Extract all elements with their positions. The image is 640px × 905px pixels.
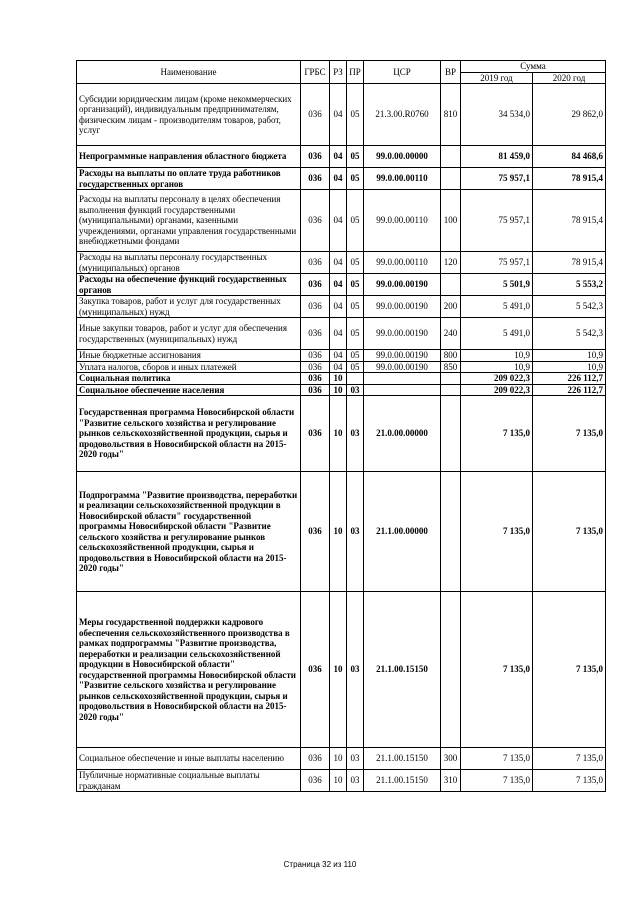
cell-s2020: 226 112,7 bbox=[533, 373, 606, 385]
cell-vr bbox=[441, 384, 461, 396]
cell-csr: 21.1.00.15150 bbox=[364, 592, 441, 748]
cell-pr: 05 bbox=[347, 350, 364, 362]
cell-pr: 05 bbox=[347, 361, 364, 373]
table-row bbox=[77, 373, 606, 385]
col-grbs-header: ГРБС bbox=[301, 61, 330, 84]
cell-s2020: 7 135,0 bbox=[533, 748, 606, 770]
cell-pr: 05 bbox=[347, 84, 364, 146]
cell-s2019: 7 135,0 bbox=[461, 592, 533, 748]
cell-grbs: 036 bbox=[301, 252, 330, 274]
cell-vr bbox=[441, 396, 461, 472]
cell-s2019: 81 459,0 bbox=[461, 146, 533, 168]
cell-pr: 03 bbox=[347, 384, 364, 396]
col-pr-header: ПР bbox=[347, 61, 364, 84]
cell-csr: 21.3.00.R0760 bbox=[364, 84, 441, 146]
cell-rz: 04 bbox=[330, 190, 347, 252]
cell-csr: 99.0.00.00110 bbox=[364, 168, 441, 190]
cell-s2020: 5 542,3 bbox=[533, 296, 606, 318]
cell-csr bbox=[364, 384, 441, 396]
cell-s2020: 78 915,4 bbox=[533, 252, 606, 274]
cell-vr: 810 bbox=[441, 84, 461, 146]
col-name-header: Наименование bbox=[77, 61, 301, 84]
table-row bbox=[77, 296, 606, 318]
cell-s2019: 10,9 bbox=[461, 361, 533, 373]
cell-pr: 05 bbox=[347, 318, 364, 350]
cell-s2019: 5 501,9 bbox=[461, 274, 533, 296]
cell-s2019: 5 491,0 bbox=[461, 296, 533, 318]
col-2020-header: 2020 год bbox=[533, 72, 606, 84]
table-row bbox=[77, 318, 606, 350]
cell-vr bbox=[441, 274, 461, 296]
cell-csr: 99.0.00.00000 bbox=[364, 146, 441, 168]
cell-vr: 120 bbox=[441, 252, 461, 274]
cell-vr bbox=[441, 146, 461, 168]
table-row bbox=[77, 190, 606, 252]
cell-grbs: 036 bbox=[301, 396, 330, 472]
cell-pr: 05 bbox=[347, 252, 364, 274]
table-header bbox=[77, 61, 606, 84]
cell-name: Публичные нормативные социальные выплаты гражданам bbox=[77, 770, 301, 792]
cell-grbs: 036 bbox=[301, 296, 330, 318]
cell-csr bbox=[364, 373, 441, 385]
cell-pr: 05 bbox=[347, 296, 364, 318]
cell-vr: 300 bbox=[441, 748, 461, 770]
cell-grbs: 036 bbox=[301, 318, 330, 350]
cell-grbs: 036 bbox=[301, 350, 330, 362]
cell-s2019: 75 957,1 bbox=[461, 252, 533, 274]
cell-vr bbox=[441, 373, 461, 385]
cell-s2019: 75 957,1 bbox=[461, 190, 533, 252]
cell-rz: 04 bbox=[330, 350, 347, 362]
cell-csr: 99.0.00.00190 bbox=[364, 296, 441, 318]
cell-csr: 99.0.00.00110 bbox=[364, 252, 441, 274]
cell-grbs: 036 bbox=[301, 770, 330, 792]
cell-grbs: 036 bbox=[301, 190, 330, 252]
cell-name: Субсидии юридическим лицам (кроме некоммерческих организаций), индивидуальным предпринимателям, физическим лицам - производителям товаров, работ, услуг bbox=[77, 84, 301, 146]
cell-name: Иные бюджетные ассигнования bbox=[77, 350, 301, 362]
cell-grbs: 036 bbox=[301, 274, 330, 296]
cell-rz: 04 bbox=[330, 318, 347, 350]
cell-name: Расходы на выплаты по оплате труда работников государственных органов bbox=[77, 168, 301, 190]
cell-grbs: 036 bbox=[301, 146, 330, 168]
table-row bbox=[77, 84, 606, 146]
cell-csr: 21.1.00.15150 bbox=[364, 770, 441, 792]
cell-s2020: 5 542,3 bbox=[533, 318, 606, 350]
cell-s2019: 5 491,0 bbox=[461, 318, 533, 350]
table-row bbox=[77, 396, 606, 472]
cell-s2019: 75 957,1 bbox=[461, 168, 533, 190]
cell-pr: 05 bbox=[347, 168, 364, 190]
col-rz-header: РЗ bbox=[330, 61, 347, 84]
cell-grbs: 036 bbox=[301, 748, 330, 770]
cell-s2019: 7 135,0 bbox=[461, 748, 533, 770]
cell-s2020: 29 862,0 bbox=[533, 84, 606, 146]
cell-s2020: 78 915,4 bbox=[533, 168, 606, 190]
cell-grbs: 036 bbox=[301, 84, 330, 146]
cell-s2020: 226 112,7 bbox=[533, 384, 606, 396]
table-row bbox=[77, 146, 606, 168]
cell-rz: 10 bbox=[330, 373, 347, 385]
table-row bbox=[77, 748, 606, 770]
cell-s2019: 34 534,0 bbox=[461, 84, 533, 146]
cell-vr: 310 bbox=[441, 770, 461, 792]
cell-rz: 04 bbox=[330, 146, 347, 168]
cell-s2020: 5 553,2 bbox=[533, 274, 606, 296]
col-vr-header: ВР bbox=[441, 61, 461, 84]
cell-s2019: 10,9 bbox=[461, 350, 533, 362]
cell-vr bbox=[441, 592, 461, 748]
cell-name: Социальное обеспечение и иные выплаты населению bbox=[77, 748, 301, 770]
cell-rz: 04 bbox=[330, 84, 347, 146]
cell-vr: 100 bbox=[441, 190, 461, 252]
cell-csr: 21.1.00.15150 bbox=[364, 748, 441, 770]
cell-name: Иные закупки товаров, работ и услуг для обеспечения государственных (муниципальных) нужд bbox=[77, 318, 301, 350]
col-sum-header: Сумма bbox=[461, 61, 606, 73]
col-csr-header: ЦСР bbox=[364, 61, 441, 84]
cell-rz: 10 bbox=[330, 472, 347, 592]
cell-name: Социальная политика bbox=[77, 373, 301, 385]
cell-name: Расходы на обеспечение функций государственных органов bbox=[77, 274, 301, 296]
cell-grbs: 036 bbox=[301, 168, 330, 190]
cell-name: Расходы на выплаты персоналу в целях обеспечения выполнения функций государственными (муниципальными) органами, казенными учреждениями, органами управления государственными внебюджетными фондами bbox=[77, 190, 301, 252]
cell-s2020: 84 468,6 bbox=[533, 146, 606, 168]
table-row bbox=[77, 252, 606, 274]
cell-pr bbox=[347, 373, 364, 385]
cell-rz: 10 bbox=[330, 748, 347, 770]
cell-csr: 99.0.00.00190 bbox=[364, 350, 441, 362]
cell-pr: 03 bbox=[347, 472, 364, 592]
cell-grbs: 036 bbox=[301, 373, 330, 385]
cell-s2020: 7 135,0 bbox=[533, 396, 606, 472]
cell-pr: 03 bbox=[347, 592, 364, 748]
cell-s2020: 78 915,4 bbox=[533, 190, 606, 252]
cell-vr: 850 bbox=[441, 361, 461, 373]
cell-s2020: 7 135,0 bbox=[533, 472, 606, 592]
cell-grbs: 036 bbox=[301, 361, 330, 373]
cell-pr: 05 bbox=[347, 146, 364, 168]
cell-name: Социальное обеспечение населения bbox=[77, 384, 301, 396]
cell-csr: 21.1.00.00000 bbox=[364, 472, 441, 592]
cell-name: Расходы на выплаты персоналу государственных (муниципальных) органов bbox=[77, 252, 301, 274]
cell-pr: 05 bbox=[347, 190, 364, 252]
table-row bbox=[77, 770, 606, 792]
cell-name: Непрограммные направления областного бюджета bbox=[77, 146, 301, 168]
cell-s2019: 7 135,0 bbox=[461, 396, 533, 472]
cell-grbs: 036 bbox=[301, 472, 330, 592]
cell-grbs: 036 bbox=[301, 384, 330, 396]
table-row bbox=[77, 350, 606, 362]
cell-s2020: 7 135,0 bbox=[533, 770, 606, 792]
cell-vr: 800 bbox=[441, 350, 461, 362]
cell-rz: 04 bbox=[330, 361, 347, 373]
cell-pr: 05 bbox=[347, 274, 364, 296]
cell-vr: 240 bbox=[441, 318, 461, 350]
cell-s2019: 209 022,3 bbox=[461, 384, 533, 396]
cell-s2019: 7 135,0 bbox=[461, 770, 533, 792]
cell-name: Меры государственной поддержки кадрового обеспечения сельскохозяйственного производства в рамках подпрограммы "Развитие производства, переработки и реализации сельскохозяйственной продукции в Новосибирской области" государственной программы Новосибирской области "Развитие сельского хозяйства и регулирование рынков сельскохозяйственной продукции, сырья и продовольствия в Новосибирской области на 2015-2020 годы" bbox=[77, 592, 301, 748]
cell-s2020: 7 135,0 bbox=[533, 592, 606, 748]
cell-rz: 04 bbox=[330, 168, 347, 190]
table-row bbox=[77, 472, 606, 592]
table-row bbox=[77, 361, 606, 373]
table-body bbox=[77, 84, 606, 792]
cell-name: Государственная программа Новосибирской области "Развитие сельского хозяйства и регулирование рынков сельскохозяйственной продукции, сырья и продовольствия в Новосибирской области на 2015-2020 годы" bbox=[77, 396, 301, 472]
cell-rz: 04 bbox=[330, 252, 347, 274]
cell-grbs: 036 bbox=[301, 592, 330, 748]
cell-csr: 99.0.00.00190 bbox=[364, 361, 441, 373]
page-number: Страница 32 из 110 bbox=[283, 860, 357, 869]
table-row bbox=[77, 592, 606, 748]
cell-rz: 10 bbox=[330, 384, 347, 396]
cell-name: Закупка товаров, работ и услуг для государственных (муниципальных) нужд bbox=[77, 296, 301, 318]
table-row bbox=[77, 168, 606, 190]
cell-vr bbox=[441, 168, 461, 190]
cell-csr: 99.0.00.00190 bbox=[364, 318, 441, 350]
cell-rz: 04 bbox=[330, 274, 347, 296]
cell-pr: 03 bbox=[347, 770, 364, 792]
cell-pr: 03 bbox=[347, 396, 364, 472]
cell-s2019: 7 135,0 bbox=[461, 472, 533, 592]
table-row bbox=[77, 384, 606, 396]
cell-vr bbox=[441, 472, 461, 592]
budget-table bbox=[76, 60, 606, 792]
cell-name: Подпрограмма "Развитие производства, переработки и реализации сельскохозяйственной продукции в Новосибирской области" государственной программы Новосибирской области "Развитие сельского хозяйства и регулирование рынков сельскохозяйственной продукции, сырья и продовольствия в Новосибирской области на 2015-2020 годы" bbox=[77, 472, 301, 592]
cell-csr: 99.0.00.00110 bbox=[364, 190, 441, 252]
cell-csr: 21.0.00.00000 bbox=[364, 396, 441, 472]
cell-vr: 200 bbox=[441, 296, 461, 318]
cell-pr: 03 bbox=[347, 748, 364, 770]
cell-csr: 99.0.00.00190 bbox=[364, 274, 441, 296]
cell-s2019: 209 022,3 bbox=[461, 373, 533, 385]
cell-rz: 10 bbox=[330, 592, 347, 748]
cell-rz: 10 bbox=[330, 396, 347, 472]
cell-rz: 04 bbox=[330, 296, 347, 318]
table-row bbox=[77, 274, 606, 296]
col-2019-header: 2019 год bbox=[461, 72, 533, 84]
cell-s2020: 10,9 bbox=[533, 350, 606, 362]
cell-rz: 10 bbox=[330, 770, 347, 792]
cell-s2020: 10,9 bbox=[533, 361, 606, 373]
cell-name: Уплата налогов, сборов и иных платежей bbox=[77, 361, 301, 373]
